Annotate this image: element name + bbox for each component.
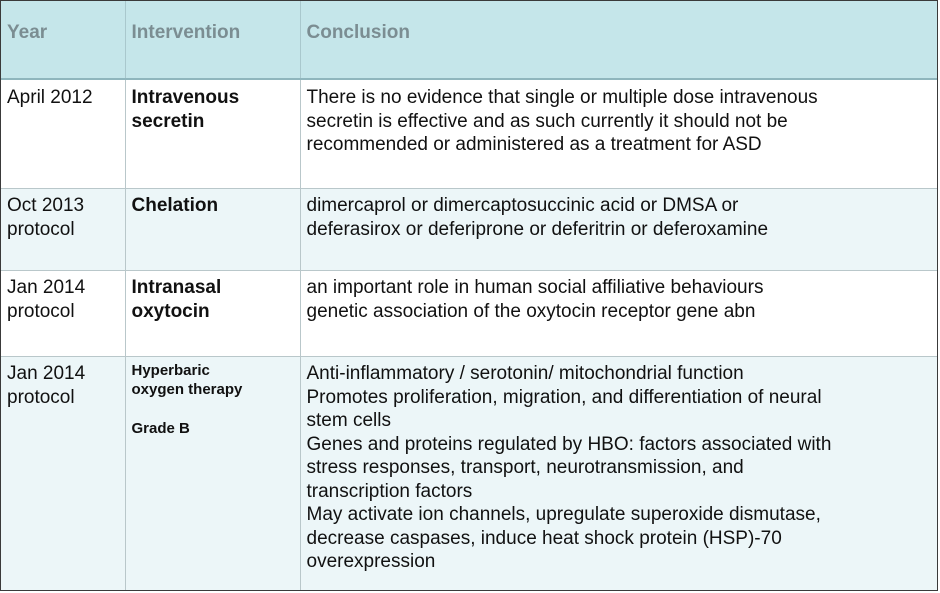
header-intervention: Intervention [125, 1, 300, 79]
conclusion-line: overexpression [306, 551, 436, 572]
conclusion-line: stress responses, transport, neurotransmission, and [306, 457, 744, 478]
year-line: Oct 2013 [7, 195, 85, 216]
year-line: protocol [7, 300, 75, 322]
intervention-cell [125, 271, 300, 357]
table-row [1, 357, 938, 592]
conclusion-line: deferasirox or deferiprone or deferitrin or deferoxamine [306, 218, 769, 240]
conclusion-line: decrease caspases, induce heat shock protein (HSP)-70 [306, 527, 782, 549]
conclusion-line: transcription factors [306, 480, 473, 502]
intervention-line: Chelation [131, 195, 219, 216]
interventions-table [1, 1, 938, 591]
conclusion-cell [300, 79, 938, 189]
intervention-cell [125, 357, 300, 592]
table-header-row [1, 1, 938, 79]
conclusion-line: secretin is effective and as such currently it should not be [306, 110, 788, 132]
intervention-line: Hyperbaric [131, 362, 210, 379]
intervention-cell [125, 79, 300, 189]
year-line: protocol [7, 386, 75, 408]
conclusion-line: Promotes proliferation, migration, and differentiation of neural [306, 386, 822, 408]
conclusion-cell [300, 357, 938, 592]
year-line: April 2012 [7, 87, 93, 108]
conclusion-line: Genes and proteins regulated by HBO: factors associated with [306, 433, 832, 455]
year-cell [1, 79, 125, 189]
conclusion-cell [300, 189, 938, 271]
year-cell [1, 271, 125, 357]
conclusion-line: Anti-inflammatory / serotonin/ mitochondrial function [306, 363, 744, 384]
conclusion-cell [300, 271, 938, 357]
conclusion-line: May activate ion channels, upregulate superoxide dismutase, [306, 504, 821, 525]
conclusion-line: recommended or administered as a treatment for ASD [306, 134, 762, 155]
header-conclusion: Conclusion [300, 1, 938, 79]
table-row [1, 271, 938, 357]
intervention-line: oxygen therapy [131, 381, 243, 398]
intervention-cell [125, 189, 300, 271]
year-line: protocol [7, 218, 75, 240]
table-row [1, 79, 938, 189]
header-year: Year [1, 1, 125, 79]
grade-label: Grade B [131, 420, 190, 437]
intervention-line: oxytocin [131, 300, 210, 322]
year-cell [1, 189, 125, 271]
intervention-line: Intravenous [131, 87, 240, 108]
year-line: Jan 2014 [7, 277, 86, 298]
conclusion-line: There is no evidence that single or multiple dose intravenous [306, 87, 818, 108]
conclusion-line: an important role in human social affiliative behaviours [306, 277, 764, 298]
intervention-line: Intranasal [131, 277, 222, 298]
intervention-line: secretin [131, 110, 205, 132]
year-line: Jan 2014 [7, 363, 86, 384]
year-cell [1, 357, 125, 592]
table-row [1, 189, 938, 271]
conclusion-line: stem cells [306, 410, 391, 431]
conclusion-line: genetic association of the oxytocin receptor gene abn [306, 300, 756, 322]
conclusion-line: dimercaprol or dimercaptosuccinic acid or DMSA or [306, 195, 739, 216]
